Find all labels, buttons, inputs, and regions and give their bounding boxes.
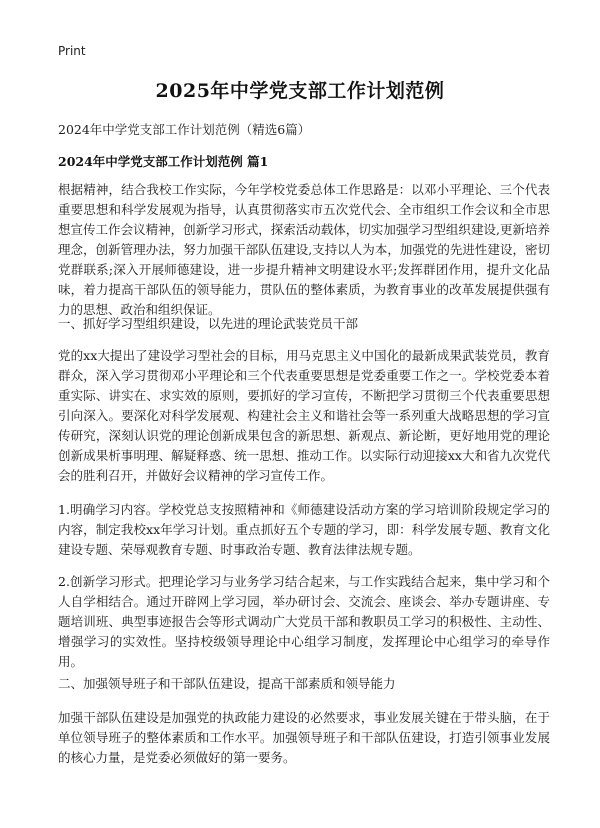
heading-leadership: 二、加强领导班子和干部队伍建设，提高干部素质和领导能力 bbox=[58, 676, 396, 691]
item-1-paragraph: 1.明确学习内容。学校党总支按照精神和《师德建设活动方案的学习培训阶段规定学习的内容，制定我校xx年学习计划。重点抓好五个专题的学习，即：科学发展专题、教育文化建设专题、荣辱观教育专题、时事政治专题、教育法律法规专题。 bbox=[58, 502, 550, 557]
heading-study-organization: 一、抓好学习型组织建设，以先进的理论武装党员干部 bbox=[58, 316, 359, 331]
study-paragraph: 党的xx大提出了建设学习型社会的目标，用马克思主义中国化的最新成果武装党员，教育群众，深入学习贯彻邓小平理论和三个代表重要思想是党委重要工作之一。学校党委本着重实际、讲实在、求实效的原则，要抓好的学习宣传，不断把学习贯彻三个代表重要思想引向深入。要深化对科学发展观、构建社会主义和谐社会等一系列重大战略思想的学习宣传研究，深刻认识党的理论创新成果包含的新思想、新观点、新论断，更好地用党的理论创新成果析事明理、解疑释惑、统一思想、推动工作。以实际行动迎接xx大和省九次党代会的胜利召开，并做好会议精神的学习宣传工作。 bbox=[58, 348, 550, 483]
document-subtitle: 2024年中学党支部工作计划范例（精选6篇） bbox=[58, 122, 311, 137]
item-2-paragraph: 2.创新学习形式。把理论学习与业务学习结合起来，与工作实践结合起来，集中学习和个人自学相结合。通过开辟网上学习园，举办研讨会、交流会、座谈会、举办专题讲座、专题培训班、典型事迹报告会等形式调动广大党员干部和教职员工学习的积极性、主动性、增强学习的实效性。坚持校级领导理论中心组学习制度，发挥理论中心组学习的牵导作用。 bbox=[58, 574, 550, 669]
print-link[interactable]: Print bbox=[58, 44, 86, 58]
intro-paragraph: 根据精神，结合我校工作实际，今年学校党委总体工作思路是：以邓小平理论、三个代表重要思想和科学发展观为指导，认真贯彻落实市五次党代会、全市组织工作会议和全市思想宣传工作会议精神，创新学习形式，探索活动载体，切实加强学习型组织建设,更新培养理念，创新管理办法，努力加强干部队伍建设,支持以人为本，加强党的先进性建设，密切党群联系;深入开展师德建设，进一步提升精神文明建设水平;发挥群团作用，提升文化品味，着力提高干部队伍的领导能力，贯队伍的整体素质，为教育事业的改革发展提供强有力的思想、政治和组织保证。 bbox=[58, 182, 550, 317]
page-title: 2025年中学党支部工作计划范例 bbox=[155, 80, 445, 102]
section-title: 2024年中学党支部工作计划范例 篇1 bbox=[58, 154, 269, 169]
leadership-paragraph: 加强干部队伍建设是加强党的执政能力建设的必然要求，事业发展关键在于带头脑，在于单位领导班子的整体素质和工作水平。加强领导班子和干部队伍建设，打造引领事业发展的核心力量，是党委必须做好的第一要务。 bbox=[58, 710, 550, 765]
